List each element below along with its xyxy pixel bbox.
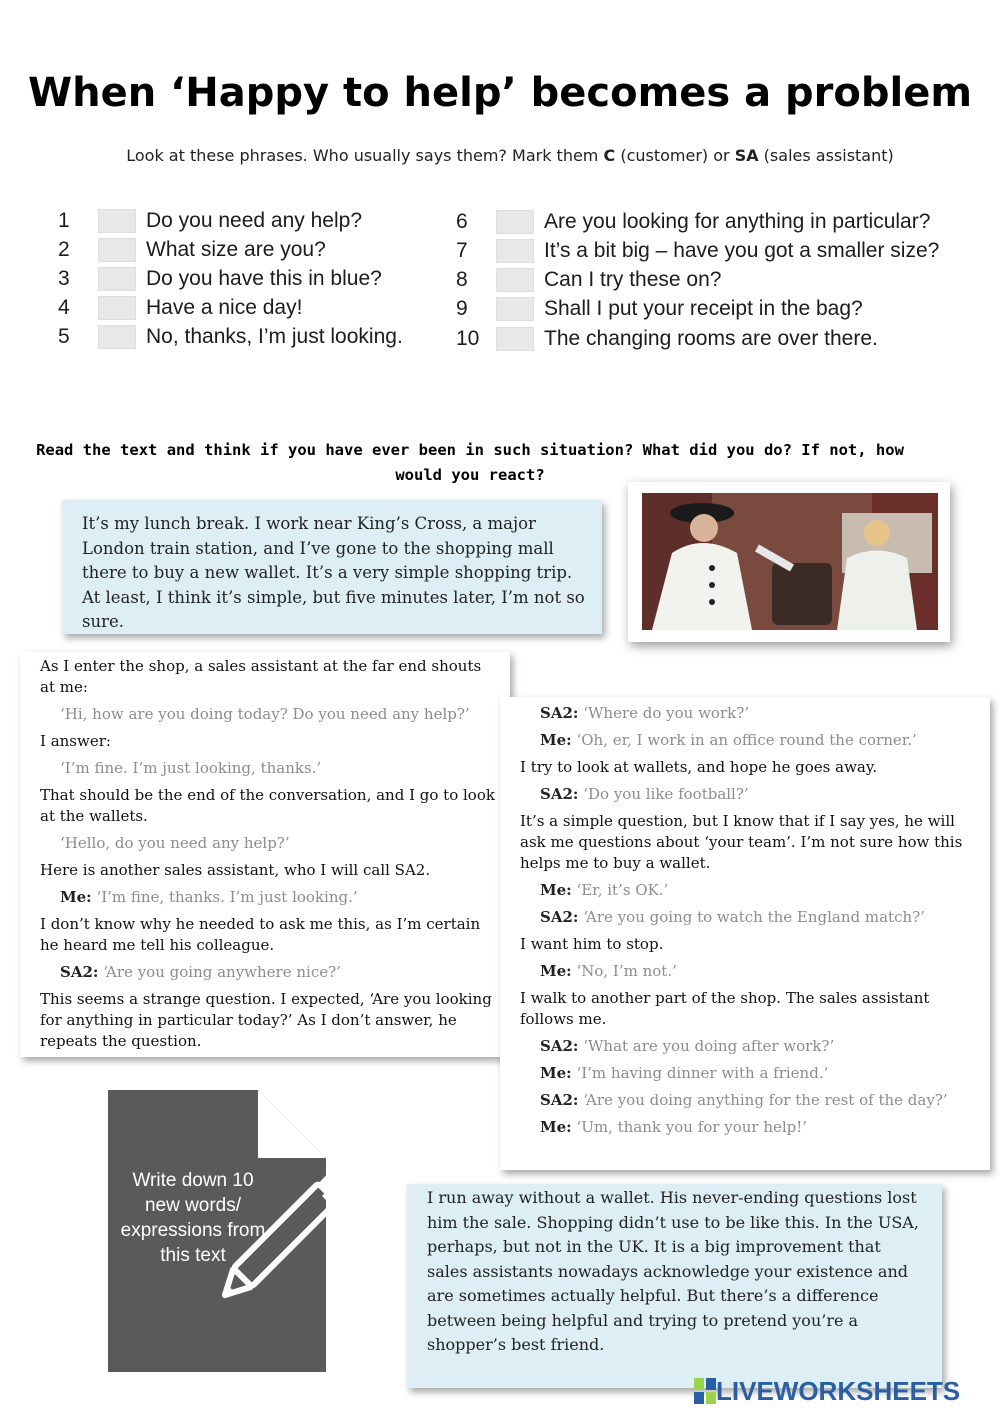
logo-text: LIVEWORKSHEETS bbox=[716, 1375, 961, 1406]
phrase-number: 9 bbox=[456, 297, 468, 320]
phrase-number: 8 bbox=[456, 268, 468, 291]
speaker-label: Me: bbox=[540, 962, 572, 980]
answer-box[interactable] bbox=[98, 267, 136, 291]
story-line: I walk to another part of the shop. The sales assistant follows me. bbox=[520, 989, 930, 1028]
answer-box[interactable] bbox=[496, 210, 534, 234]
answer-box[interactable] bbox=[496, 268, 534, 292]
phrase-row bbox=[456, 325, 878, 353]
dialogue-text: ‘Oh, er, I work in an office round the corner.’ bbox=[571, 731, 917, 749]
speaker-label: SA2: bbox=[540, 1091, 579, 1109]
dialogue-text: ‘Are you going to watch the England match?’ bbox=[578, 908, 925, 926]
story-left-card bbox=[20, 652, 510, 1057]
dialogue-text: ‘Er, it’s OK.’ bbox=[571, 881, 669, 899]
instructions-part3: (sales assistant) bbox=[758, 146, 894, 165]
instructions bbox=[0, 146, 1000, 165]
speaker-label: Me: bbox=[540, 731, 572, 749]
phrase-text: Do you have this in blue? bbox=[146, 267, 382, 290]
story-line: I answer: bbox=[40, 732, 111, 750]
speaker-label: SA2: bbox=[540, 908, 579, 926]
story-quote: ‘Hi, how are you doing today? Do you need any help?’ bbox=[60, 705, 470, 723]
phrase-text: Can I try these on? bbox=[544, 268, 722, 291]
story-quote: ‘Hello, do you need any help?’ bbox=[60, 834, 290, 852]
shop-scene-image bbox=[642, 493, 938, 630]
dialogue-line bbox=[520, 1117, 975, 1138]
phrase-row bbox=[456, 237, 939, 265]
reading-instruction: Read the text and think if you have ever been in such situation? What did you do? If not, how would you react? bbox=[36, 441, 904, 484]
answer-box[interactable] bbox=[496, 239, 534, 263]
dialogue-line bbox=[40, 887, 500, 908]
phrase-row bbox=[58, 265, 382, 293]
dialogue-line bbox=[520, 961, 975, 982]
phrase-text: No, thanks, I’m just looking. bbox=[146, 325, 403, 348]
phrase-row bbox=[58, 236, 326, 264]
story-line: I want him to stop. bbox=[520, 935, 664, 953]
speaker-label: SA2: bbox=[60, 963, 99, 981]
instructions-part1: Look at these phrases. Who usually says them? Mark them bbox=[126, 146, 604, 165]
speaker-label: Me: bbox=[540, 1118, 572, 1136]
dialogue-line bbox=[40, 962, 500, 983]
photo-frame bbox=[628, 482, 950, 642]
dialogue-line bbox=[520, 784, 975, 805]
dialogue-line bbox=[520, 730, 975, 751]
dialogue-line bbox=[520, 880, 975, 901]
dialogue-text: ‘Are you doing anything for the rest of the day?’ bbox=[578, 1091, 948, 1109]
story-line: That should be the end of the conversation, and I go to look at the wallets. bbox=[40, 786, 495, 825]
phrase-row bbox=[58, 294, 302, 322]
dialogue-line bbox=[520, 907, 975, 928]
intro-text: It’s my lunch break. I work near King’s Cross, a major London train station, and I’ve gone to the shopping mall there to buy a new wallet. It’s a very simple shopping trip. At least, I think it’s simple, but five minutes later, I’m not so sure. bbox=[82, 514, 585, 631]
note-text: Write down 10 new words/ expressions from this text bbox=[120, 1170, 266, 1266]
phrase-number: 3 bbox=[58, 267, 70, 290]
speaker-label: SA2: bbox=[540, 785, 579, 803]
dialogue-text: ‘Are you going anywhere nice?’ bbox=[98, 963, 341, 981]
phrase-number: 6 bbox=[456, 210, 468, 233]
story-line: As I enter the shop, a sales assistant at the far end shouts at me: bbox=[40, 657, 482, 696]
ending-card bbox=[407, 1184, 942, 1388]
shop-photo bbox=[642, 493, 938, 630]
phrase-number: 10 bbox=[456, 327, 480, 350]
dialogue-line bbox=[520, 1063, 975, 1084]
story-line: This seems a strange question. I expected, ‘Are you looking for anything in particular today?’ As I don’t answer, he repeats the question. bbox=[40, 990, 492, 1050]
phrase-row bbox=[456, 295, 863, 323]
sa-letter: SA bbox=[734, 146, 759, 165]
phrase-text: Have a nice day! bbox=[146, 296, 303, 319]
dialogue-text: ‘What are you doing after work?’ bbox=[578, 1037, 835, 1055]
speaker-label: Me: bbox=[540, 1064, 572, 1082]
dialogue-line bbox=[520, 703, 975, 724]
c-letter: C bbox=[603, 146, 616, 165]
phrase-text: Do you need any help? bbox=[146, 209, 362, 232]
dialogue-text: ‘No, I’m not.’ bbox=[571, 962, 677, 980]
answer-box[interactable] bbox=[98, 325, 136, 349]
dialogue-text: ‘I’m fine, thanks. I’m just looking.’ bbox=[91, 888, 358, 906]
liveworksheets-logo bbox=[694, 1376, 960, 1406]
dialogue-line bbox=[520, 1090, 975, 1111]
page-title: When ‘Happy to help’ becomes a problem bbox=[27, 70, 973, 116]
speaker-label: SA2: bbox=[540, 1037, 579, 1055]
phrase-number: 2 bbox=[58, 238, 70, 261]
phrase-number: 4 bbox=[58, 296, 70, 319]
phrase-number: 5 bbox=[58, 325, 70, 348]
intro-card bbox=[62, 500, 602, 634]
speaker-label: SA2: bbox=[540, 704, 579, 722]
speaker-label: Me: bbox=[540, 881, 572, 899]
phrase-text: Shall I put your receipt in the bag? bbox=[544, 297, 863, 320]
dialogue-text: ‘I’m having dinner with a friend.’ bbox=[571, 1064, 829, 1082]
story-quote: ‘I’m fine. I’m just looking, thanks.’ bbox=[60, 759, 322, 777]
answer-box[interactable] bbox=[98, 238, 136, 262]
dialogue-text: ‘Do you like football?’ bbox=[578, 785, 749, 803]
phrase-text: The changing rooms are over there. bbox=[544, 327, 878, 350]
phrase-row bbox=[456, 266, 721, 294]
dialogue-line bbox=[520, 1036, 975, 1057]
answer-box[interactable] bbox=[496, 327, 534, 351]
dialogue-text: ‘Um, thank you for your help!’ bbox=[571, 1118, 808, 1136]
ending-text: I run away without a wallet. His never-ending questions lost him the sale. Shopping didn’t use to be like this. In the USA, perhaps, but not in the UK. It is a big improvement that sales assistants nowadays acknowledge your existence and are sometimes actually helpful. But there’s a difference between being helpful and trying to pretend you’re a shopper’s best friend. bbox=[427, 1188, 919, 1354]
instructions-part2: (customer) or bbox=[615, 146, 735, 165]
story-line: I try to look at wallets, and hope he goes away. bbox=[520, 758, 878, 776]
answer-box[interactable] bbox=[98, 296, 136, 320]
phrase-text: What size are you? bbox=[146, 238, 326, 261]
dialogue-text: ‘Where do you work?’ bbox=[578, 704, 750, 722]
answer-box[interactable] bbox=[496, 297, 534, 321]
story-right-card bbox=[500, 697, 990, 1170]
answer-box[interactable] bbox=[98, 209, 136, 233]
phrase-number: 1 bbox=[58, 209, 70, 232]
logo-icon bbox=[694, 1378, 716, 1404]
story-line: I don’t know why he needed to ask me this, as I’m certain he heard me tell his colleague. bbox=[40, 915, 481, 954]
phrase-text: Are you looking for anything in particular? bbox=[544, 210, 931, 233]
phrase-row bbox=[58, 323, 403, 351]
speaker-label: Me: bbox=[60, 888, 92, 906]
story-line: It’s a simple question, but I know that if I say yes, he will ask me questions about ‘your team’. I’m not sure how this helps me to buy a wallet. bbox=[520, 812, 963, 872]
phrase-text: It’s a bit big – have you got a smaller size? bbox=[544, 239, 940, 262]
phrase-row bbox=[58, 207, 362, 235]
phrase-row bbox=[456, 208, 930, 236]
story-line: Here is another sales assistant, who I will call SA2. bbox=[40, 861, 431, 879]
phrase-number: 7 bbox=[456, 239, 468, 262]
